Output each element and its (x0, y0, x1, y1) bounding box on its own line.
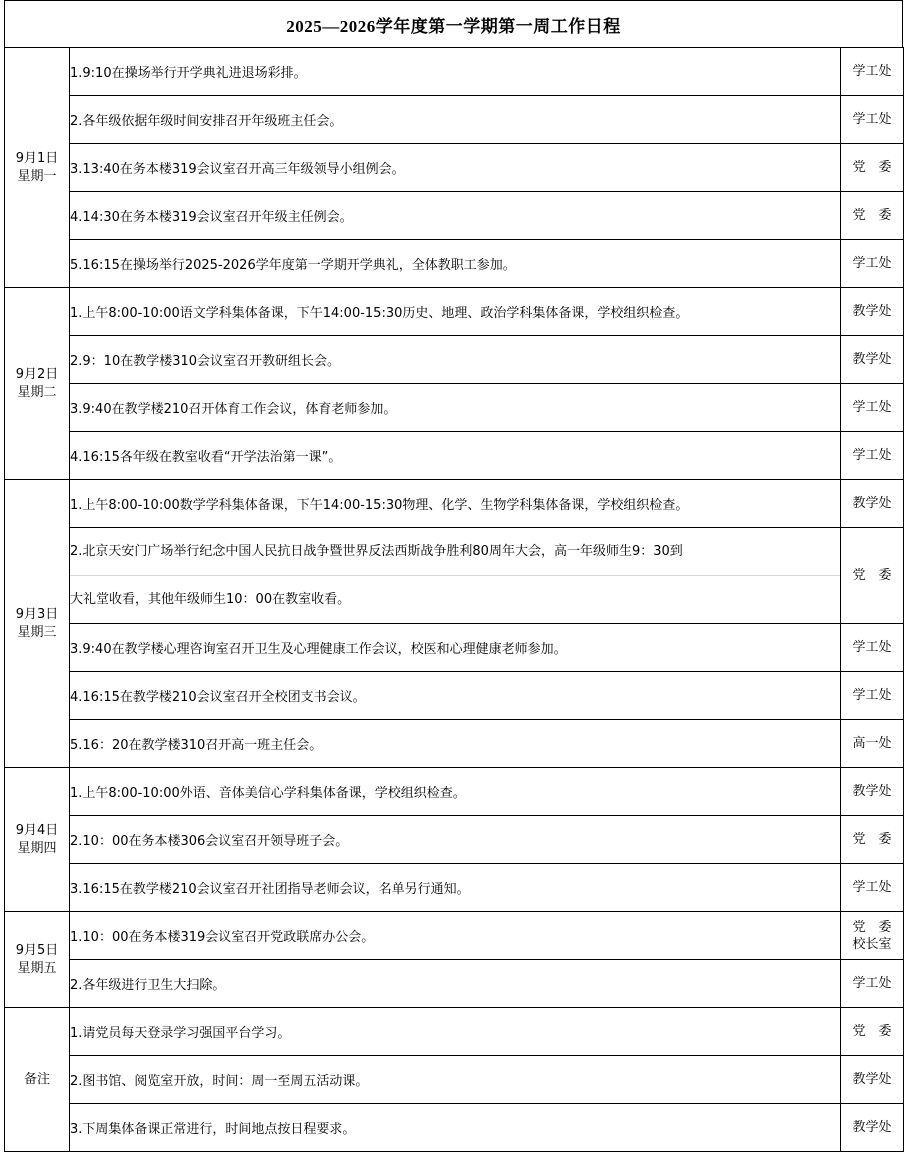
day-date: 9月5日 (15, 942, 59, 958)
dept-cell: 教学处 (841, 1056, 904, 1104)
schedule-item-line-1: 2.北京天安门广场举行纪念中国人民抗日战争暨世界反法西斯战争胜利80周年大会，高一年级师生9：30到 (70, 528, 840, 576)
schedule-item: 3.16:15在教学楼210会议室召开社团指导老师会议，名单另行通知。 (70, 864, 841, 912)
table-row (5, 624, 904, 672)
page-title: 2025—2026学年度第一学期第一周工作日程 (4, 0, 903, 48)
multiline-text (70, 528, 840, 623)
schedule-item: 5.16:15在操场举行2025-2026学年度第一学期开学典礼，全体教职工参加。 (70, 240, 841, 288)
table-row (5, 720, 904, 768)
day-date: 9月2日 (15, 366, 59, 382)
schedule-item: 2.各年级进行卫生大扫除。 (70, 960, 841, 1008)
dept-cell: 学工处 (841, 864, 904, 912)
day-cell-mon (5, 48, 70, 288)
notes-label: 备注 (5, 1008, 70, 1152)
dept-cell: 学工处 (841, 96, 904, 144)
dept-cell: 教学处 (841, 768, 904, 816)
dept-cell: 党 委 (841, 528, 904, 624)
table-row (5, 288, 904, 336)
dept-cell: 学工处 (841, 672, 904, 720)
schedule-table (4, 47, 904, 1152)
table-row (5, 336, 904, 384)
note-item: 1.请党员每天登录学习强国平台学习。 (70, 1008, 841, 1056)
day-weekday: 星期五 (17, 960, 57, 976)
schedule-sheet (4, 0, 903, 1153)
table-row (5, 432, 904, 480)
schedule-item: 5.16：20在教学楼310召开高一班主任会。 (70, 720, 841, 768)
dept-cell (841, 912, 904, 960)
table-row (5, 192, 904, 240)
dept-cell: 教学处 (841, 336, 904, 384)
dept-cell: 党 委 (841, 144, 904, 192)
day-weekday: 星期三 (17, 624, 57, 640)
schedule-item-line-2: 大礼堂收看，其他年级师生10：00在教室收看。 (70, 592, 351, 607)
table-row (5, 240, 904, 288)
table-row (5, 672, 904, 720)
table-row (5, 912, 904, 960)
dept-cell: 学工处 (841, 384, 904, 432)
table-row (5, 144, 904, 192)
schedule-item: 4.16:15在教学楼210会议室召开全校团支书会议。 (70, 672, 841, 720)
dept-cell: 学工处 (841, 624, 904, 672)
day-cell-thu (5, 768, 70, 912)
dept-cell: 党 委 (841, 816, 904, 864)
schedule-item: 1.上午8:00-10:00数学学科集体备课，下午14:00-15:30物理、化学、生物学科集体备课，学校组织检查。 (70, 480, 841, 528)
table-row (5, 480, 904, 528)
table-row (5, 384, 904, 432)
note-item: 3.下周集体备课正常进行，时间地点按日程要求。 (70, 1104, 841, 1152)
table-row (5, 960, 904, 1008)
dept-cell: 教学处 (841, 1104, 904, 1152)
schedule-item: 3.9:40在教学楼210召开体育工作会议，体育老师参加。 (70, 384, 841, 432)
schedule-item: 4.16:15各年级在教室收看“开学法治第一课”。 (70, 432, 841, 480)
day-weekday: 星期四 (17, 840, 57, 856)
table-row (5, 864, 904, 912)
day-date: 9月1日 (15, 150, 59, 166)
table-row (5, 768, 904, 816)
table-row (5, 528, 904, 624)
schedule-item: 3.9:40在教学楼心理咨询室召开卫生及心理健康工作会议，校医和心理健康老师参加。 (70, 624, 841, 672)
table-row (5, 48, 904, 96)
table-row (5, 1008, 904, 1056)
table-row (5, 96, 904, 144)
dept-cell: 学工处 (841, 960, 904, 1008)
schedule-item: 1.上午8:00-10:00语文学科集体备课，下午14:00-15:30历史、地理、政治学科集体备课，学校组织检查。 (70, 288, 841, 336)
schedule-item: 1.上午8:00-10:00外语、音体美信心学科集体备课，学校组织检查。 (70, 768, 841, 816)
dept-cell: 学工处 (841, 48, 904, 96)
schedule-item: 1.10：00在务本楼319会议室召开党政联席办公会。 (70, 912, 841, 960)
schedule-item: 4.14:30在务本楼319会议室召开年级主任例会。 (70, 192, 841, 240)
dept-cell: 党 委 (841, 1008, 904, 1056)
dept-cell: 学工处 (841, 432, 904, 480)
day-cell-wed (5, 480, 70, 768)
dept-cell: 教学处 (841, 480, 904, 528)
day-weekday: 星期二 (17, 384, 57, 400)
day-date: 9月4日 (15, 822, 59, 838)
schedule-item: 1.9:10在操场举行开学典礼进退场彩排。 (70, 48, 841, 96)
schedule-item: 2.9：10在教学楼310会议室召开教研组长会。 (70, 336, 841, 384)
dept-cell: 高一处 (841, 720, 904, 768)
note-item: 2.图书馆、阅览室开放，时间：周一至周五活动课。 (70, 1056, 841, 1104)
schedule-item: 2.各年级依据年级时间安排召开年级班主任会。 (70, 96, 841, 144)
day-weekday: 星期一 (17, 168, 57, 184)
schedule-item: 2.10：00在务本楼306会议室召开领导班子会。 (70, 816, 841, 864)
dept-cell: 学工处 (841, 240, 904, 288)
dept-cell: 党 委 (841, 192, 904, 240)
table-row (5, 816, 904, 864)
dept-line-2: 校长室 (852, 936, 892, 952)
day-date: 9月3日 (15, 606, 59, 622)
table-row (5, 1104, 904, 1152)
day-cell-tue (5, 288, 70, 480)
day-cell-fri (5, 912, 70, 1008)
table-row (5, 1056, 904, 1104)
dept-cell: 教学处 (841, 288, 904, 336)
dept-line-1: 党 委 (852, 919, 892, 935)
schedule-item-multiline (70, 528, 841, 624)
schedule-item: 3.13:40在务本楼319会议室召开高三年级领导小组例会。 (70, 144, 841, 192)
